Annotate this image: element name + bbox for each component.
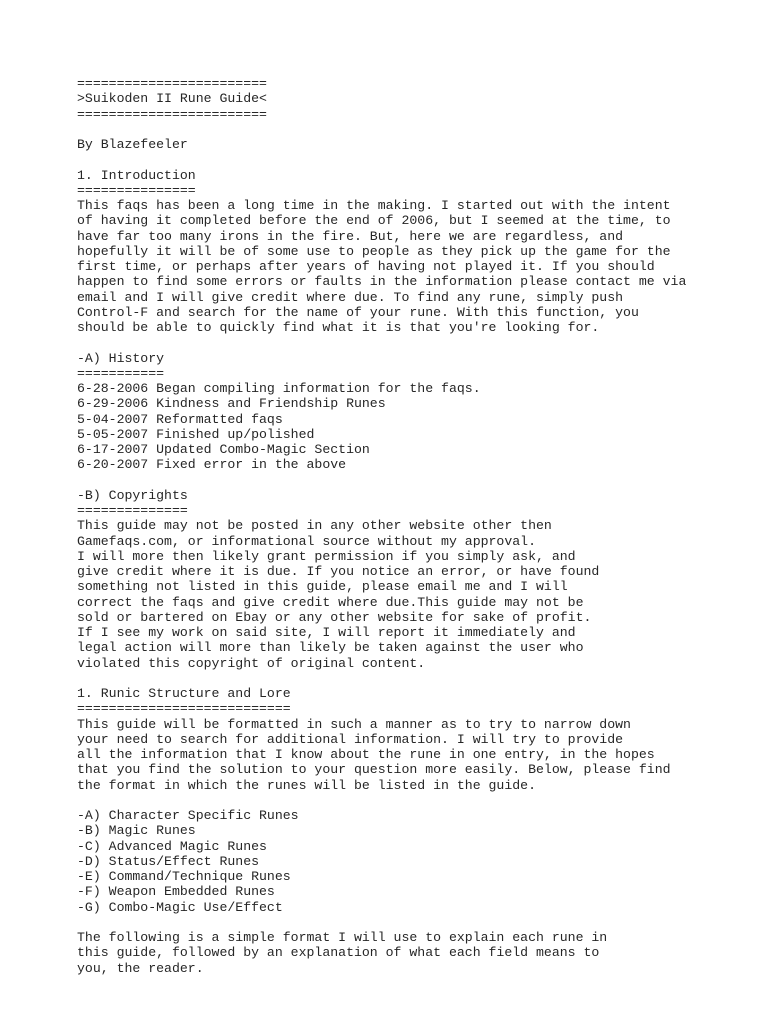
category-list-item: -E) Command/Technique Runes (77, 869, 291, 884)
paragraph-line: happen to find some errors or faults in the information please contact me via (77, 274, 687, 290)
paragraph-line: The following is a simple format I will use to explain each rune in (77, 930, 608, 945)
category-list-item: -A) Character Specific Runes (77, 808, 299, 823)
paragraph-line: Control-F and search for the name of your rune. With this function, you (77, 304, 639, 320)
paragraph-line: hopefully it will be of some use to people as they pick up the game for the (77, 243, 671, 259)
paragraph-line: This faqs has been a long time in the making. I started out with the intent (77, 198, 671, 213)
document-title: >Suikoden II Rune Guide< (77, 91, 267, 107)
spacer (77, 335, 757, 350)
paragraph-line: your need to search for additional information. I will try to provide (77, 731, 624, 747)
paragraph-line: you, the reader. (77, 960, 204, 976)
section-heading-history: -A) History (77, 350, 165, 366)
paragraph-line: have far too many irons in the fire. But, here we are regardless, and (77, 228, 624, 244)
section-rule: ============== (77, 503, 188, 518)
paragraph-line: This guide will be formatted in such a manner as to try to narrow down (77, 716, 631, 732)
spacer (77, 915, 757, 930)
spacer (77, 473, 757, 488)
category-list-item: -C) Advanced Magic Runes (77, 838, 267, 854)
history-entry: 6-28-2006 Began compiling information for the faqs. (77, 381, 481, 396)
paragraph-line: sold or bartered on Ebay or any other website for sake of profit. (77, 609, 592, 625)
history-entry: 5-05-2007 Finished up/polished (77, 426, 315, 442)
section-heading-copyrights: -B) Copyrights (77, 487, 188, 503)
paragraph-line: correct the faqs and give credit where due.This guide may not be (77, 594, 584, 610)
title-rule-bottom: ======================== (77, 106, 267, 122)
spacer (77, 152, 757, 167)
title-rule-top: ======================== (77, 76, 267, 91)
faq-document (77, 76, 757, 976)
paragraph-line: violated this copyright of original content. (77, 655, 426, 671)
category-list-item: -D) Status/Effect Runes (77, 853, 260, 869)
paragraph-line: Gamefaqs.com, or informational source without my approval. (77, 533, 536, 549)
history-entry: 6-20-2007 Fixed error in the above (77, 457, 347, 473)
paragraph-line: This guide may not be posted in any other website other then (77, 518, 552, 534)
spacer (77, 671, 757, 686)
paragraph-line: email and I will give credit where due. To find any rune, simply push (77, 289, 624, 305)
section-heading-runic-structure: 1. Runic Structure and Lore (77, 686, 291, 701)
history-entry: 6-29-2006 Kindness and Friendship Runes (77, 396, 386, 412)
paragraph-line: something not listed in this guide, please email me and I will (77, 579, 568, 595)
history-entry: 6-17-2007 Updated Combo-Magic Section (77, 442, 370, 457)
section-heading-introduction: 1. Introduction (77, 167, 196, 183)
paragraph-line: should be able to quickly find what it is that you're looking for. (77, 320, 600, 335)
section-rule: =========================== (77, 701, 291, 717)
paragraph-line: give credit where it is due. If you notice an error, or have found (77, 564, 600, 579)
section-rule: =============== (77, 182, 196, 198)
category-list-item: -B) Magic Runes (77, 823, 196, 839)
paragraph-line: legal action will more than likely be taken against the user who (77, 640, 584, 656)
paragraph-line: this guide, followed by an explanation of what each field means to (77, 945, 600, 961)
spacer (77, 793, 757, 808)
paragraph-line: If I see my work on said site, I will report it immediately and (77, 625, 576, 640)
section-rule: =========== (77, 365, 165, 381)
author-line: By Blazefeeler (77, 137, 188, 152)
category-list-item: -F) Weapon Embedded Runes (77, 884, 275, 900)
paragraph-line: that you find the solution to your question more easily. Below, please find (77, 762, 671, 778)
category-list-item: -G) Combo-Magic Use/Effect (77, 899, 283, 915)
paragraph-line: of having it completed before the end of 2006, but I seemed at the time, to (77, 213, 671, 229)
paragraph-line: all the information that I know about the rune in one entry, in the hopes (77, 747, 655, 762)
history-entry: 5-04-2007 Reformatted faqs (77, 411, 283, 427)
paragraph-line: first time, or perhaps after years of having not played it. If you should (77, 259, 655, 274)
paragraph-line: the format in which the runes will be listed in the guide. (77, 777, 536, 793)
paragraph-line: I will more then likely grant permission if you simply ask, and (77, 548, 576, 564)
spacer (77, 122, 757, 137)
